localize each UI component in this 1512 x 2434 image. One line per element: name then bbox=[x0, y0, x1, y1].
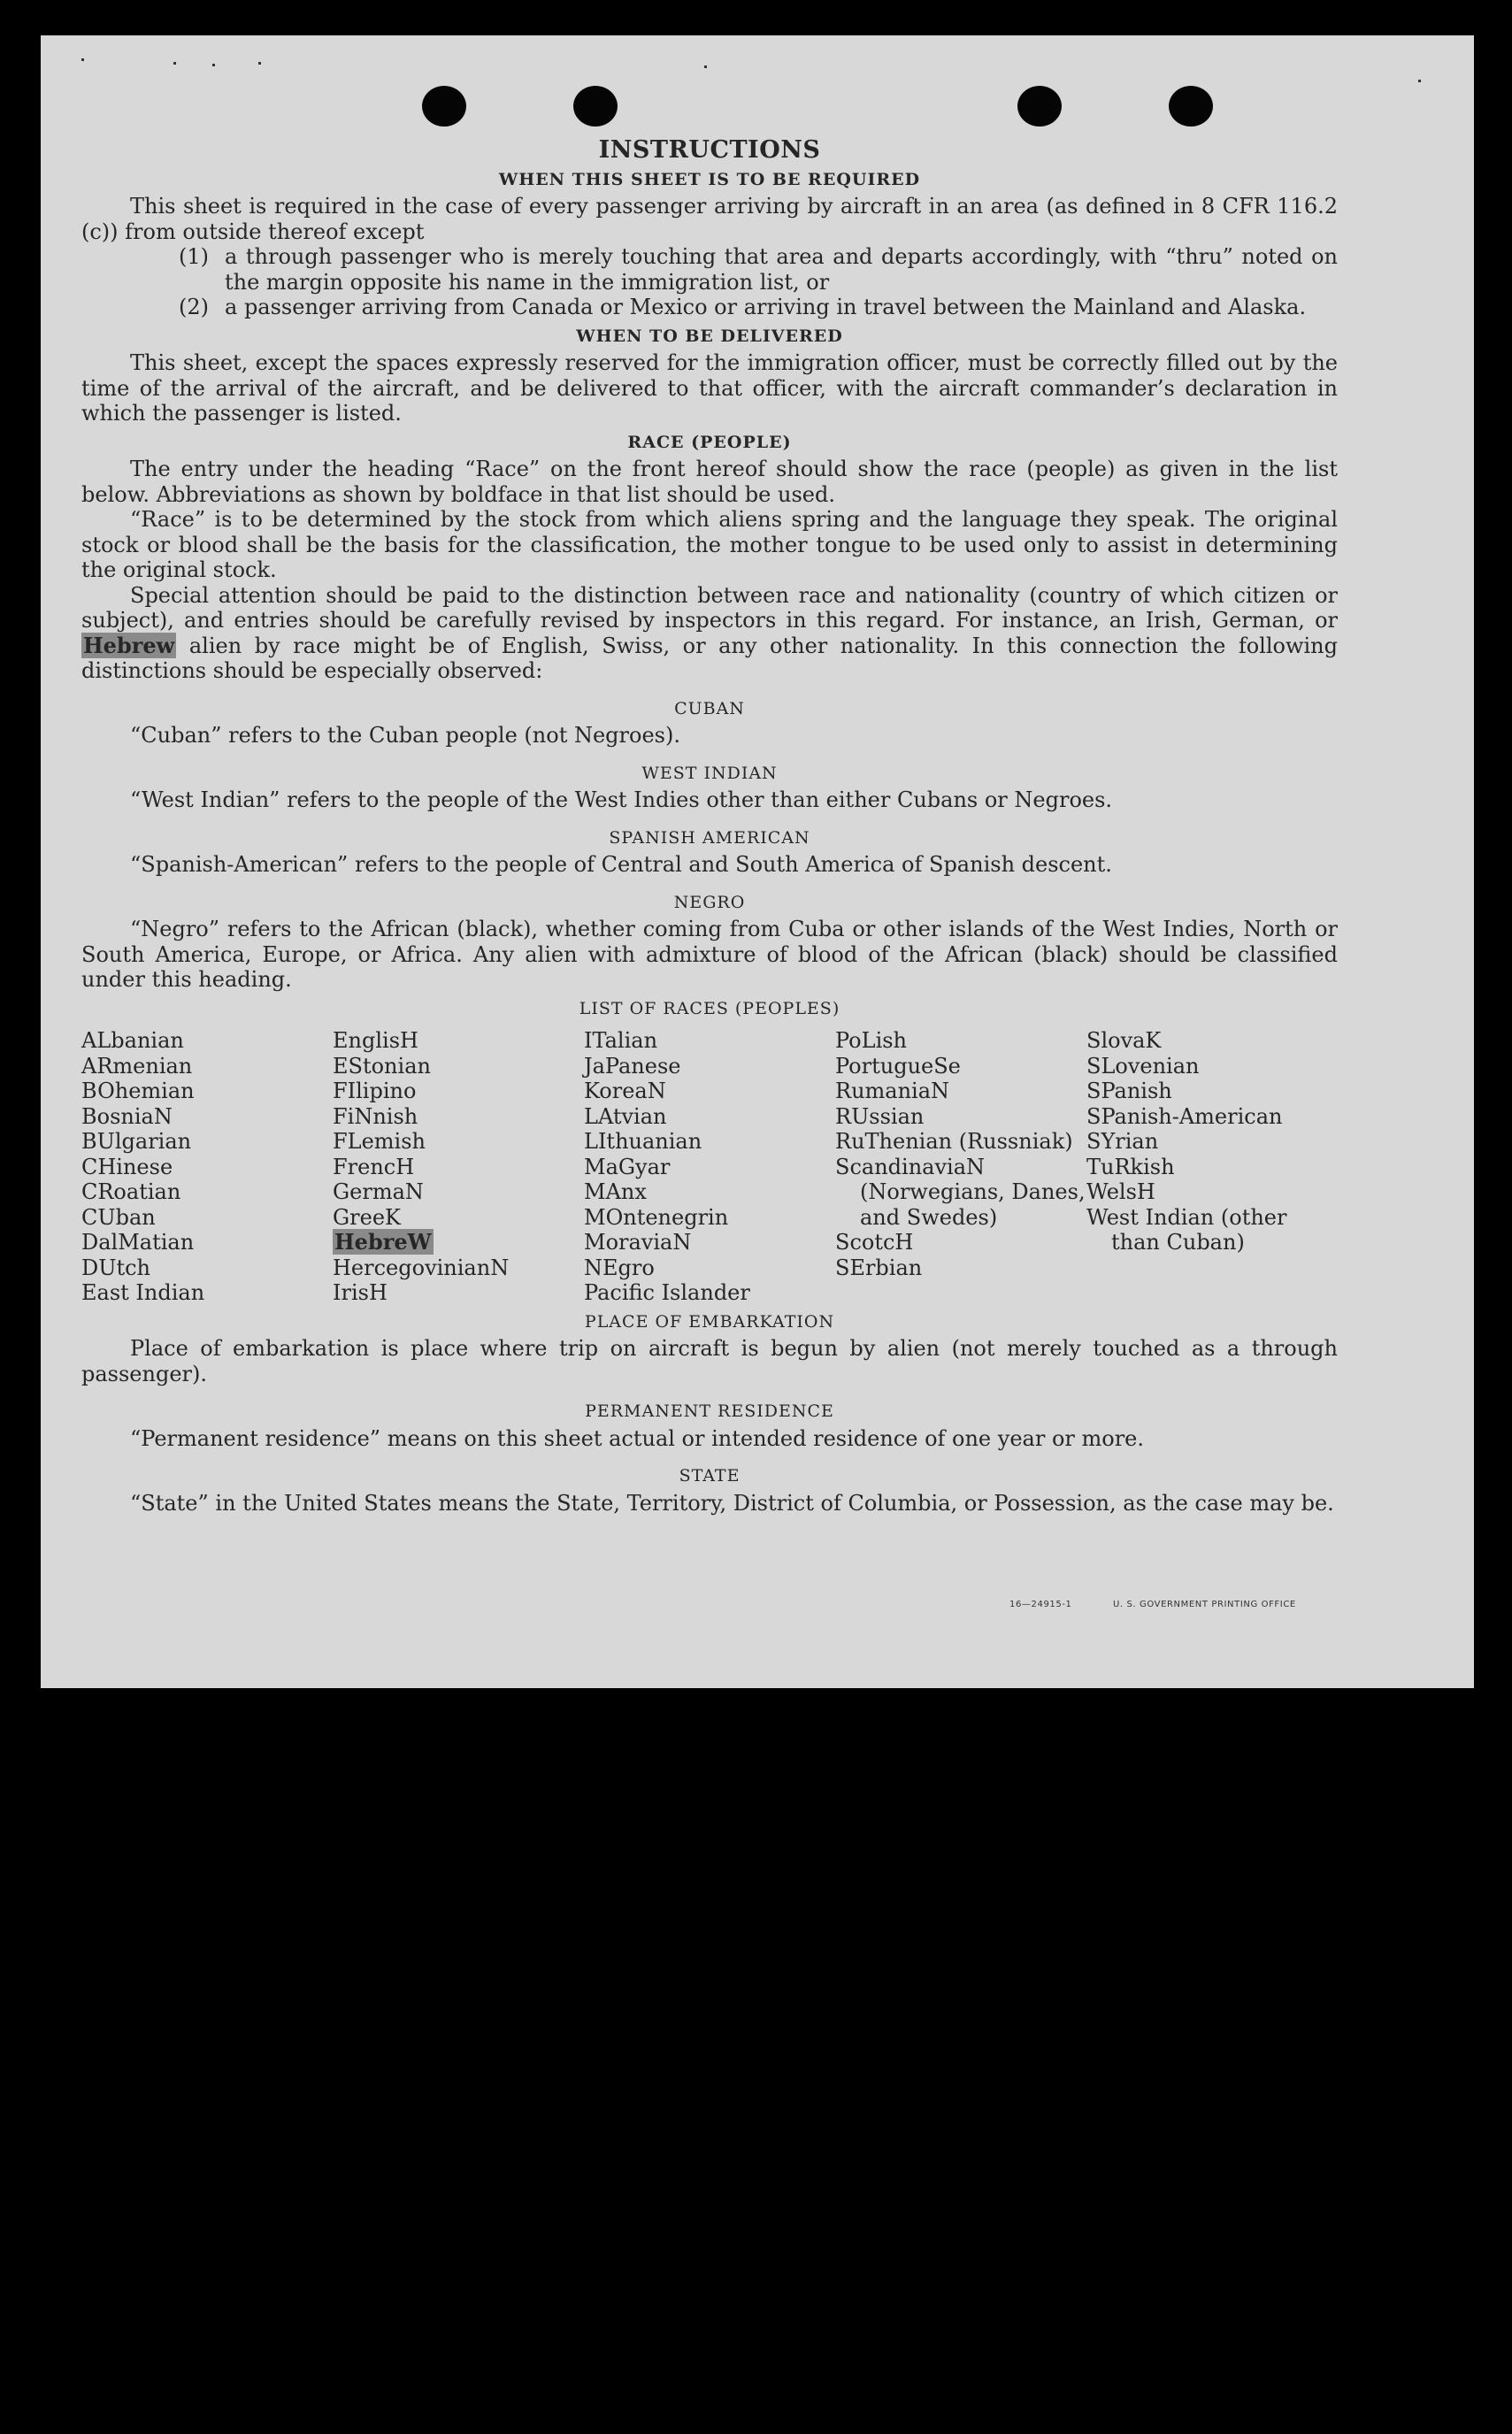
race-column bbox=[835, 1028, 1086, 1306]
race-entry: MoraviaN bbox=[584, 1230, 692, 1255]
speck bbox=[704, 65, 707, 68]
race-column bbox=[81, 1028, 333, 1306]
race-entry: LAtvian bbox=[584, 1103, 667, 1129]
race-entry: SYrian bbox=[1086, 1129, 1159, 1154]
item-text: a passenger arriving from Canada or Mexico or arriving in travel between the Mainland and Alaska. bbox=[225, 295, 1307, 319]
race-entry: BOhemian bbox=[81, 1079, 195, 1103]
race-entry: SErbian bbox=[835, 1255, 923, 1280]
speck bbox=[173, 62, 176, 65]
speck bbox=[258, 62, 261, 65]
race-entry: EStonian bbox=[333, 1053, 431, 1079]
section-heading: PLACE OF EMBARKATION bbox=[584, 1311, 835, 1332]
race-entry: SlovaK bbox=[1086, 1028, 1162, 1053]
highlighted-word: HebreW bbox=[334, 1229, 432, 1255]
race-entry: RUssian bbox=[835, 1103, 925, 1129]
speck bbox=[212, 64, 215, 66]
race-entry: GermaN bbox=[333, 1179, 424, 1204]
race-entry: EnglisH bbox=[333, 1028, 418, 1053]
section-heading: WHEN TO BE DELIVERED bbox=[576, 326, 843, 346]
list-item bbox=[81, 295, 1338, 320]
race-entry: HercegovinianN bbox=[333, 1255, 510, 1280]
race-entry: WelsH bbox=[1086, 1179, 1155, 1204]
race-entry: ALbanian bbox=[81, 1028, 184, 1053]
race-entry: FrencH bbox=[333, 1154, 415, 1179]
race-entry: PoLish bbox=[835, 1028, 908, 1053]
paragraph-text: alien by race might be of English, Swiss, or any other nationality. In this connection the following distinctions should be especially observed: bbox=[81, 633, 1338, 683]
race-entry: BosniaN bbox=[81, 1103, 173, 1129]
race-entry: West Indian (other than Cuban) bbox=[1086, 1204, 1287, 1255]
race-entry: CUban bbox=[81, 1204, 156, 1230]
page-title: INSTRUCTIONS bbox=[598, 136, 821, 164]
paragraph: “Spanish-American” refers to the people of Central and South America of Spanish descent. bbox=[130, 852, 1112, 877]
race-entry: MaGyar bbox=[584, 1154, 671, 1179]
document-sheet bbox=[41, 35, 1474, 1688]
list-item bbox=[81, 244, 1338, 295]
paragraph: “Permanent residence” means on this sheet actual or intended residence of one year or more. bbox=[130, 1425, 1144, 1451]
race-entry: NEgro bbox=[584, 1255, 655, 1280]
race-entry: SLovenian bbox=[1086, 1053, 1200, 1079]
race-entry: East Indian bbox=[81, 1280, 205, 1305]
highlighted-word: Hebrew bbox=[83, 632, 175, 658]
race-entry: PortugueSe bbox=[835, 1053, 961, 1079]
section-heading: NEGRO bbox=[673, 892, 746, 912]
race-entry: ScotcH bbox=[835, 1230, 914, 1255]
section-heading: WHEN THIS SHEET IS TO BE REQUIRED bbox=[498, 169, 921, 189]
race-entry bbox=[333, 1230, 584, 1255]
race-list bbox=[81, 1028, 1338, 1306]
paragraph: Place of embarkation is place where trip on aircraft is begun by alien (not merely touched as a through passenger). bbox=[81, 1336, 1338, 1386]
paragraph bbox=[81, 583, 1338, 684]
paragraph: “Negro” refers to the African (black), whether coming from Cuba or other islands of the West Indies, North or South America, Europe, or Africa. Any alien with admixture of blood of the African (black) should be classified under this heading. bbox=[81, 917, 1338, 992]
paragraph-text: Special attention should be paid to the distinction between race and nationality (country of which citizen or subject), and entries should be carefully revised by inspectors in this regard. For instance, an Irish, German, or bbox=[81, 582, 1338, 633]
item-text: a through passenger who is merely touching that area and departs accordingly, with “thru” noted on the margin opposite his name in the immigration list, or bbox=[225, 244, 1338, 295]
race-entry: DUtch bbox=[81, 1255, 151, 1280]
paragraph: “Race” is to be determined by the stock from which aliens spring and the language they speak. The original stock or blood shall be the basis for the classification, the mother tongue to be used only to assist in determining the original stock. bbox=[81, 507, 1338, 582]
punch-hole bbox=[1017, 86, 1062, 127]
paragraph: The entry under the heading “Race” on the front hereof should show the race (people) as given in the list below. Abbreviations as shown by boldface in that list should be used. bbox=[81, 457, 1338, 507]
speck bbox=[81, 58, 84, 61]
race-entry: CRoatian bbox=[81, 1179, 181, 1204]
race-entry: MOntenegrin bbox=[584, 1204, 729, 1230]
race-entry: ARmenian bbox=[81, 1053, 193, 1079]
race-entry: DalMatian bbox=[81, 1230, 195, 1255]
race-entry: JaPanese bbox=[584, 1053, 681, 1079]
paragraph: “State” in the United States means the State, Territory, District of Columbia, or Possession, as the case may be. bbox=[130, 1490, 1334, 1516]
item-number: (2) bbox=[179, 295, 209, 319]
paragraph: This sheet, except the spaces expressly reserved for the immigration officer, must be correctly filled out by the time of the arrival of the aircraft, and be delivered to that officer, with the aircraft commander’s declaration in which the passenger is listed. bbox=[81, 350, 1338, 426]
race-column bbox=[1086, 1028, 1338, 1306]
race-entry: BUlgarian bbox=[81, 1129, 192, 1154]
race-column bbox=[584, 1028, 835, 1306]
race-entry: RuThenian (Russniak) bbox=[835, 1129, 1073, 1154]
section-heading: PERMANENT RESIDENCE bbox=[585, 1401, 834, 1421]
section-heading: WEST INDIAN bbox=[641, 763, 778, 783]
race-entry: IrisH bbox=[333, 1280, 388, 1305]
race-entry: Pacific Islander bbox=[584, 1280, 750, 1305]
section-heading: SPANISH AMERICAN bbox=[609, 827, 810, 848]
race-entry: RumaniaN bbox=[835, 1079, 950, 1103]
race-entry: SPanish bbox=[1086, 1079, 1172, 1103]
speck bbox=[1418, 80, 1421, 82]
paragraph: “Cuban” refers to the Cuban people (not Negroes). bbox=[130, 723, 680, 748]
paragraph: “West Indian” refers to the people of the West Indies other than either Cubans or Negroes. bbox=[130, 787, 1113, 812]
section-heading: RACE (PEOPLE) bbox=[627, 432, 792, 452]
printer-imprint: U. S. GOVERNMENT PRINTING OFFICE bbox=[1113, 1600, 1296, 1609]
race-entry: KoreaN bbox=[584, 1079, 666, 1103]
race-entry: GreeK bbox=[333, 1204, 401, 1230]
punch-hole bbox=[422, 86, 466, 127]
section-heading: CUBAN bbox=[674, 698, 745, 718]
race-entry: FLemish bbox=[333, 1129, 426, 1154]
punch-hole bbox=[573, 86, 618, 127]
race-column bbox=[333, 1028, 584, 1306]
paragraph: This sheet is required in the case of every passenger arriving by aircraft in an area (as defined in 8 CFR 116.2 (c)) from outside thereof except bbox=[81, 194, 1338, 244]
race-entry: ITalian bbox=[584, 1028, 658, 1053]
form-number: 16—24915-1 bbox=[1009, 1600, 1072, 1609]
punch-hole bbox=[1169, 86, 1213, 127]
race-entry: CHinese bbox=[81, 1154, 173, 1179]
instructions-body bbox=[81, 138, 1338, 1516]
race-entry: FIlipino bbox=[333, 1079, 417, 1103]
race-entry: ScandinaviaN (Norwegians, Danes, and Swedes) bbox=[835, 1154, 1086, 1230]
section-heading: LIST OF RACES (PEOPLES) bbox=[579, 998, 840, 1018]
item-number: (1) bbox=[179, 244, 209, 269]
race-entry: FiNnish bbox=[333, 1103, 418, 1129]
race-entry: SPanish-American bbox=[1086, 1103, 1283, 1129]
race-entry: LIthuanian bbox=[584, 1129, 702, 1154]
race-entry: MAnx bbox=[584, 1179, 647, 1204]
race-entry: TuRkish bbox=[1086, 1154, 1175, 1179]
section-heading: STATE bbox=[679, 1466, 741, 1486]
